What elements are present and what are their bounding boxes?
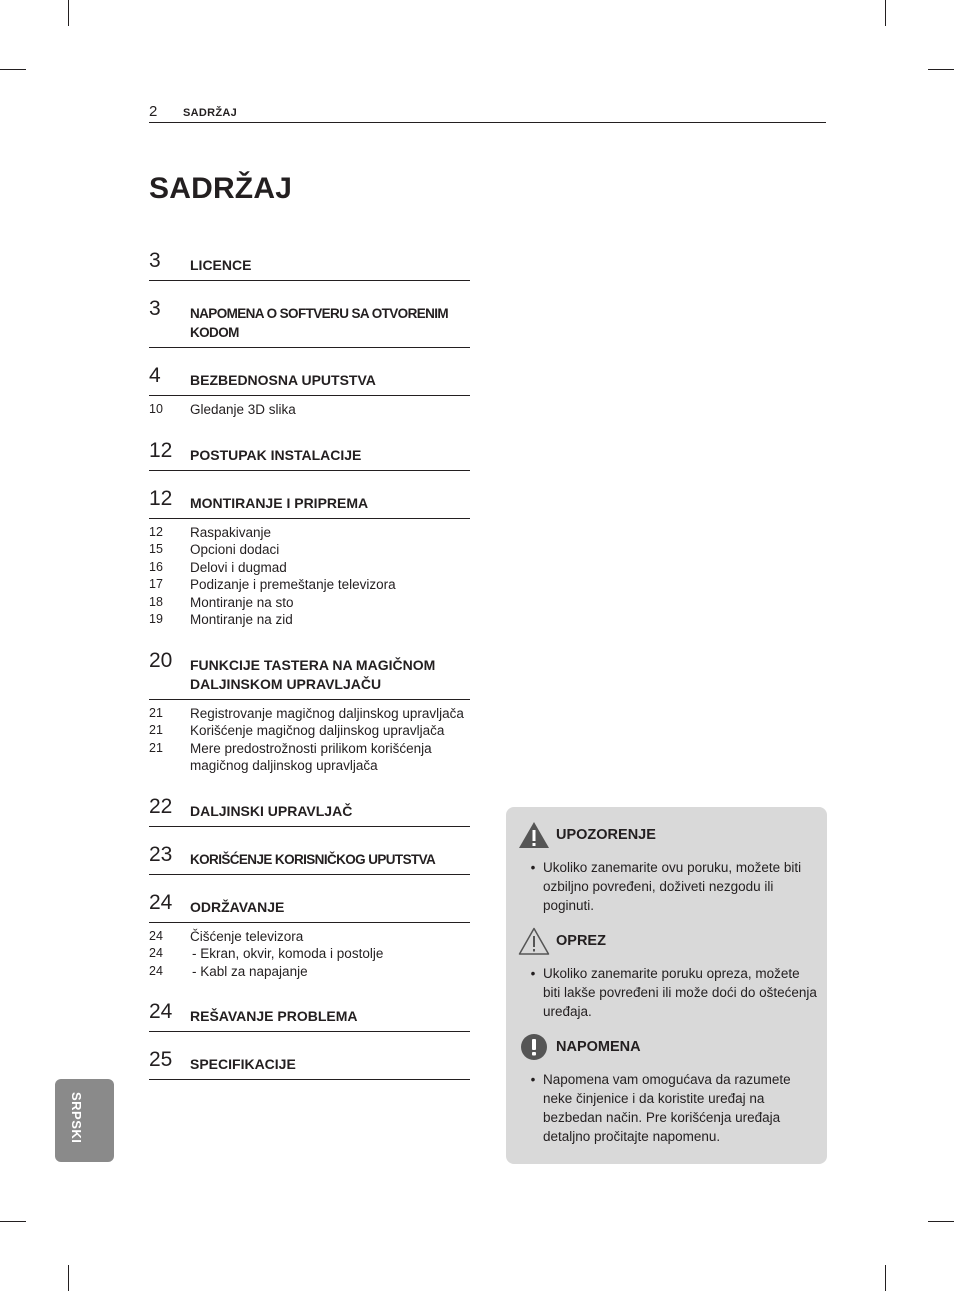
toc-subsection-text: Montiranje na zid: [190, 612, 293, 627]
toc-subsection-page: 10: [149, 402, 163, 416]
toc-section: [149, 365, 470, 396]
toc-section: [149, 250, 470, 281]
toc-subsection-page: 16: [149, 559, 163, 574]
toc-section-title: SPECIFIKACIJE: [190, 1056, 296, 1072]
toc-gap: [149, 827, 470, 844]
language-tab-label: SRPSKI: [69, 1092, 84, 1144]
note-text: Napomena vam omogućava da razumete neke činjenice i da koristite uređaj na bezbedan način. Pre korišćenja uređaja detaljno pročitajte napomenu.: [543, 1072, 791, 1144]
crop-mark: [68, 0, 69, 26]
note-exclamation-icon: [518, 1033, 550, 1061]
toc-section: [149, 1001, 470, 1032]
toc-section-title: POSTUPAK INSTALACIJE: [190, 446, 362, 463]
toc-subsection-page: 12: [149, 524, 163, 539]
toc-section-title: BEZBEDNOSNA UPUTSTVA: [190, 372, 376, 388]
toc-section-page: 22: [149, 794, 173, 818]
toc-subsections: [149, 923, 470, 985]
toc-gap: [149, 281, 470, 298]
toc-subsection-text: Montiranje na sto: [190, 594, 294, 610]
toc-subsections: [149, 396, 470, 423]
toc-subsection-page: 17: [149, 577, 163, 591]
toc-subsection-text: - Ekran, okvir, komoda i postolje: [192, 946, 384, 961]
note-warning: [518, 821, 818, 915]
toc-subsection-page: 24: [149, 946, 163, 960]
toc-subsection-text: Raspakivanje: [190, 524, 272, 540]
toc-subsection: [149, 945, 470, 963]
toc-subsection-text: Podizanje i premeštanje televizora: [190, 577, 396, 592]
toc-subsection: [149, 576, 470, 594]
crop-mark: [885, 0, 886, 26]
toc-gap: [149, 779, 470, 796]
toc-gap: [149, 471, 470, 488]
toc-section-page: 3: [149, 297, 161, 320]
toc-subsections: [149, 700, 470, 779]
toc-subsection-text: Gledanje 3D slika: [190, 402, 296, 417]
toc-subsection: [149, 524, 470, 542]
toc-subsection-text: Čišćenje televizora: [190, 928, 304, 944]
toc-subsection: [149, 559, 470, 577]
toc-section-title: MONTIRANJE I PRIPREMA: [190, 494, 369, 511]
crop-mark: [928, 69, 954, 70]
toc-section-page: 4: [149, 364, 161, 387]
toc-subsection-text: Delovi i dugmad: [190, 559, 287, 575]
note-text: Ukoliko zanemarite ovu poruku, možete biti ozbiljno povređeni, doživeti nezgodu ili poginuti.: [543, 860, 802, 913]
toc-subsection-page: 24: [149, 928, 163, 943]
toc-section-title: LICENCE: [190, 257, 252, 273]
toc-subsections: [149, 519, 470, 633]
toc-gap: [149, 423, 470, 440]
toc-section-page: 24: [149, 890, 173, 914]
note-label: OPREZ: [556, 933, 606, 949]
note-label: UPOZORENJE: [556, 827, 656, 843]
toc-gap: [149, 1032, 470, 1049]
toc-section: [149, 892, 470, 923]
bullet: •: [530, 966, 536, 981]
toc-section-title: KORIŠĆENJE KORISNIČKOG UPUTSTVA: [190, 851, 436, 867]
note-text: Ukoliko zanemarite poruku opreza, možete biti lakše povređeni ili može doći do oštećenja uređaja.: [543, 966, 817, 1019]
note-info: [518, 1033, 818, 1146]
toc-subsection-page: 24: [149, 963, 163, 978]
toc-section-title: ODRŽAVANJE: [190, 898, 285, 915]
toc-section: [149, 1049, 470, 1080]
toc-subsection: [149, 611, 470, 629]
toc-section: [149, 488, 470, 519]
toc-section-page: 24: [149, 1000, 173, 1023]
toc-subsection: [149, 928, 470, 946]
toc-gap: [149, 348, 470, 365]
note-caution: [518, 927, 818, 1021]
toc-section-page: 3: [149, 249, 161, 272]
toc-subsection: [149, 722, 470, 740]
crop-mark: [68, 1265, 69, 1291]
table-of-contents: [149, 250, 470, 1080]
toc-subsection-page: 21: [149, 740, 163, 755]
toc-subsection: [149, 705, 470, 723]
toc-subsection: [149, 740, 470, 775]
toc-subsection-page: 15: [149, 542, 163, 556]
note-label: NAPOMENA: [556, 1039, 641, 1055]
crop-mark: [885, 1265, 886, 1291]
toc-subsection: [149, 963, 470, 981]
toc-subsection: [149, 594, 470, 612]
toc-section-page: 25: [149, 1048, 173, 1071]
caution-outline-icon: [518, 927, 550, 955]
toc-section-title: REŠAVANJE PROBLEMA: [190, 1008, 358, 1024]
running-header: [149, 103, 826, 123]
language-tab: [55, 1079, 114, 1162]
toc-section-page: 23: [149, 842, 173, 866]
toc-section-title: NAPOMENA O SOFTVERU SA OTVORENIM KODOM: [190, 306, 449, 340]
toc-subsection-page: 18: [149, 594, 163, 609]
toc-section-title: DALJINSKI UPRAVLJAČ: [190, 802, 353, 819]
bullet: •: [530, 1072, 536, 1087]
crop-mark: [0, 1221, 26, 1222]
toc-section: [149, 796, 470, 827]
toc-section-page: 12: [149, 438, 173, 462]
toc-subsection-text: Korišćenje magičnog daljinskog upravljača: [190, 723, 445, 738]
warning-filled-icon: [518, 821, 550, 849]
toc-section-page: 20: [149, 648, 173, 672]
toc-gap: [149, 875, 470, 892]
running-title: SADRŽAJ: [183, 107, 238, 119]
toc-subsection: [149, 541, 470, 559]
toc-section: [149, 298, 470, 348]
crop-mark: [928, 1221, 954, 1222]
page-number: 2: [149, 103, 158, 120]
toc-section-page: 12: [149, 486, 173, 510]
toc-subsection-text: Registrovanje magičnog daljinskog upravljača: [190, 705, 464, 721]
toc-section: [149, 440, 470, 471]
toc-subsection-page: 19: [149, 612, 163, 626]
toc-section: [149, 844, 470, 875]
bullet: •: [530, 860, 536, 875]
toc-section: [149, 650, 470, 700]
page-title: SADRŽAJ: [149, 172, 293, 205]
crop-mark: [0, 69, 26, 70]
toc-subsection-page: 21: [149, 723, 163, 737]
toc-subsection-page: 21: [149, 705, 163, 720]
toc-gap: [149, 984, 470, 1001]
toc-subsection-text: - Kabl za napajanje: [192, 963, 308, 979]
toc-subsection: [149, 401, 470, 419]
toc-subsection-text: Opcioni dodaci: [190, 542, 280, 557]
toc-section-title: FUNKCIJE TASTERA NA MAGIČNOM DALJINSKOM UPRAVLJAČU: [190, 656, 436, 692]
toc-subsection-text: Mere predostrožnosti prilikom korišćenja magičnog daljinskog upravljača: [190, 740, 432, 773]
notes-box: [506, 807, 827, 1164]
toc-gap: [149, 633, 470, 650]
